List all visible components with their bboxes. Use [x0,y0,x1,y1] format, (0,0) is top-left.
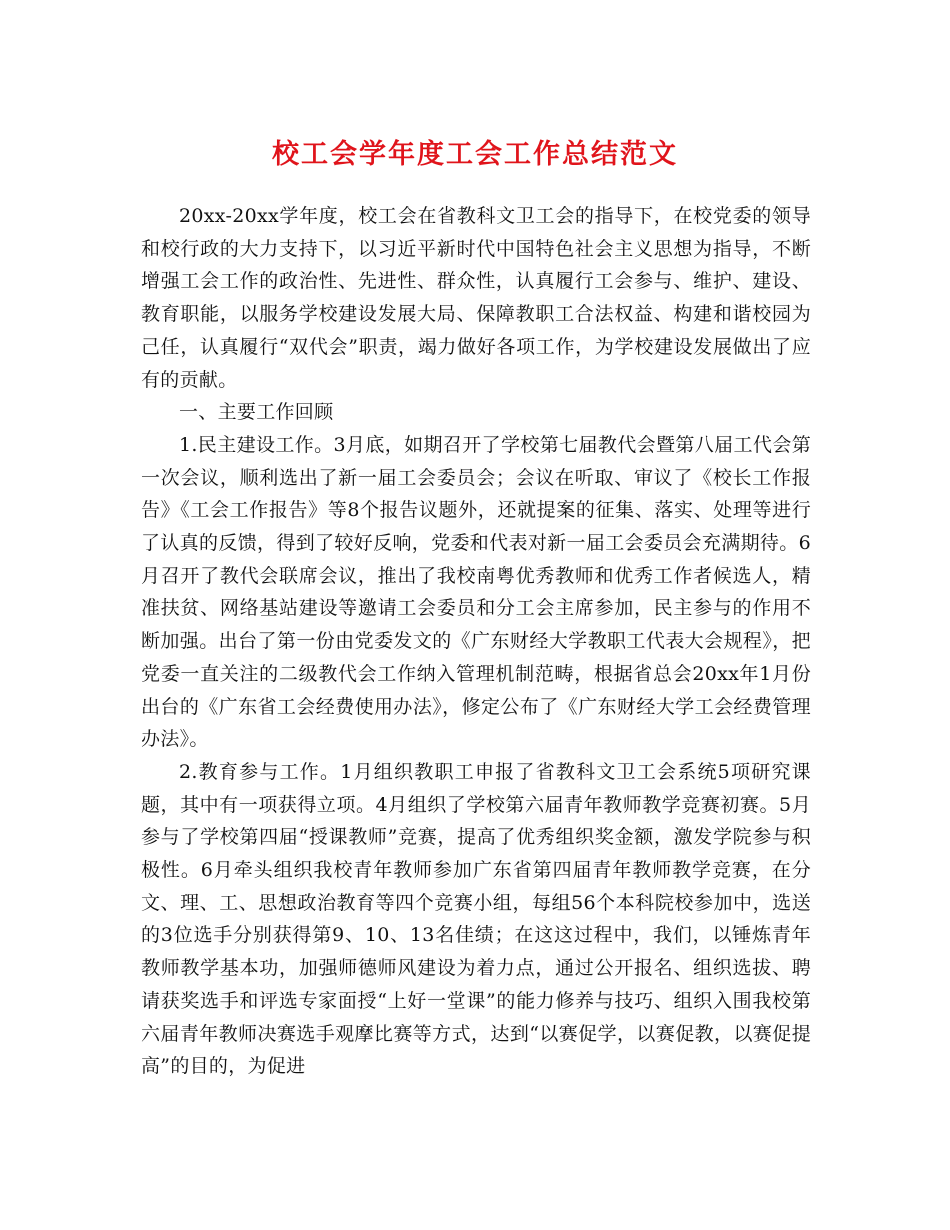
document-title: 校工会学年度工会工作总结范文 [272,139,678,170]
paragraph-education: 2.教育参与工作。1月组织教职工申报了省教科文卫工会系统5项研究课题，其中有一项获得立项。4月组织了学校第六届青年教师教学竞赛初赛。5月参与了学校第四届“授课教师”竞赛，提高了优秀组织奖金额，激发学院参与积极性。6月牵头组织我校青年教师参加广东省第四届青年教师教学竞赛，在分文、理、工、思想政治教育等四个竞赛小组，每组56个本科院校参加中，选送的3位选手分别获得第9、10、13名佳绩；在这这过程中，我们，以锤炼青年教师教学基本功，加强师德师风建设为着力点，通过公开报名、组织选拔、聘请获奖选手和评选专家面授“上好一堂课”的能力修养与技巧、组织入围我校第六届青年教师决赛选手观摩比赛等方式，达到“以赛促学，以赛促教，以赛促提高”的目的，为促进 [141,760,811,1078]
paragraph-intro: 20xx-20xx学年度，校工会在省教科文卫工会的指导下，在校党委的领导和校行政的大力支持下，以习近平新时代中国特色社会主义思想为指导，不断增强工会工作的政治性、先进性、群众性，认真履行工会参与、维护、建设、教育职能，以服务学校建设发展大局、保障教职工合法权益、构建和谐校园为己任，认真履行“双代会”职责，竭力做好各项工作，为学校建设发展做出了应有的贡献。 [141,205,811,391]
document-body [141,200,811,1083]
paragraph-democracy: 1.民主建设工作。3月底，如期召开了学校第七届教代会暨第八届工代会第一次会议，顺利选出了新一届工会委员会；会议在听取、审议了《校长工作报告》《工会工作报告》等8个报告议题外，还就提案的征集、落实、处理等进行了认真的反馈，得到了较好反响，党委和代表对新一届工会委员会充满期待。6月召开了教代会联席会议，推出了我校南粤优秀教师和优秀工作者候选人，精准扶贫、网络基站建设等邀请工会委员和分工会主席参加，民主参与的作用不断加强。出台了第一份由党委发文的《广东财经大学教职工代表大会规程》，把党委一直关注的二级教代会工作纳入管理机制范畴，根据省总会20xx年1月份出台的《广东省工会经费使用办法》，修定公布了《广东财经大学工会经费管理办法》。 [141,433,811,751]
section-heading: 一、主要工作回顾 [179,401,334,424]
